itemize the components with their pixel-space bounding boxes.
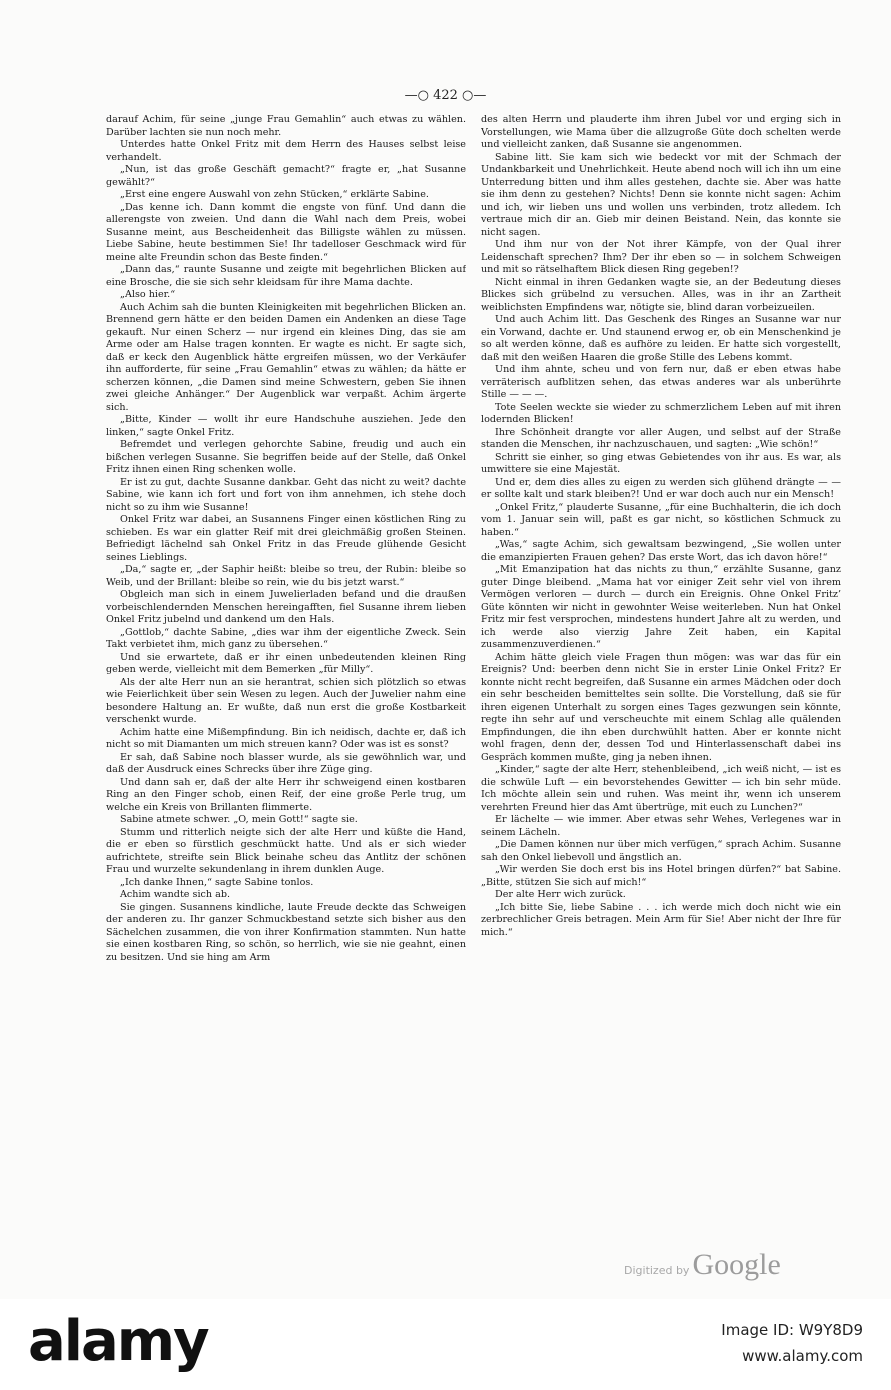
paragraph: Er lächelte — wie immer. Aber etwas sehr Wehes, Verlegenes war in seinem Lächeln. — [481, 814, 841, 838]
google-logo: Google — [692, 1248, 781, 1281]
paragraph: „Also hier.“ — [120, 289, 176, 300]
paragraph: darauf Achim, für seine „junge Frau Gemahlin“ auch etwas zu wählen. Darüber lachten sie nun noch mehr. — [106, 114, 466, 138]
paragraph: Achim hätte gleich viele Fragen thun mögen: was war das für ein Ereignis? Und: beerben denn nicht Sie in erster Linie Onkel Fritz? Er konnte nicht recht begreifen, daß Susanne ein armes Mädchen oder doch ein sehr bescheiden bemitteltes sein sollte. Die Vorstellung, daß sie für ihren eigenen Unterhalt zu sorgen eines Tages gezwungen sein könnte, regte ihn sehr auf und verscheuchte mit einem Schlag alle quälenden Empfindungen, die ihn eben durchwühlt hatten. Aber er konnte nicht wohl fragen, denn der, dessen Tod und Hinterlassenschaft dabei ins Gespräch kommen mußte, ging ja neben ihnen. — [481, 651, 841, 763]
paragraph: „Das kenne ich. Dann kommt die engste von fünf. Und dann die allerengste von zweien. Und dann die Wahl nach dem Preis, wobei Susanne meint, aus Bescheidenheit das Billigste wählen zu müssen. Liebe Sabine, heute bestimmen Sie! Ihr tadelloser Geschmack wird für meine alte Freundin schon das Beste finden.“ — [106, 201, 466, 263]
stock-url: www.alamy.com — [742, 1347, 863, 1365]
paragraph: Als der alte Herr nun an sie herantrat, schien sich plötzlich so etwas wie Feierlichkeit über sein Wesen zu legen. Auch der Juwelier nahm eine besondere Haltung an. Er wußte, daß nun erst die große Kostbarkeit verschenkt wurde. — [106, 676, 466, 725]
paragraph: Und dann sah er, daß der alte Herr ihr schweigend einen kostbaren Ring an den Finger schob, einen Reif, der eine große Perle trug, um welche ein Kreis von Brillanten flimmerte. — [106, 776, 466, 813]
paragraph: „Bitte, Kinder — wollt ihr eure Handschuhe ausziehen. Jede den linken,“ sagte Onkel Fritz. — [106, 414, 466, 438]
paragraph: „Dann das,“ raunte Susanne und zeigte mit begehrlichen Blicken auf eine Brosche, die sie sich sehr kleidsam für ihre Mama dachte. — [106, 264, 466, 288]
paragraph: Schritt sie einher, so ging etwas Gebietendes von ihr aus. Es war, als umwittere sie eine Majestät. — [481, 451, 841, 475]
paragraph: „Nun, ist das große Geschäft gemacht?“ fragte er, „hat Susanne gewählt?“ — [106, 164, 466, 188]
paragraph: Achim hatte eine Mißempfindung. Bin ich neidisch, dachte er, daß ich nicht so mit Diamanten um mich streuen kann? Oder was ist es sonst? — [106, 726, 466, 750]
digitized-by-google-watermark — [624, 1248, 781, 1282]
stock-info — [721, 1317, 863, 1369]
paragraph: Stumm und ritterlich neigte sich der alte Herr und küßte die Hand, die er eben so fürstlich geschmückt hatte. Und als er sich wieder aufrichtete, streifte sein Blick beinahe scheu das Antlitz der schönen Frau und wurzelte sekundenlang in ihrem dunklen Auge. — [106, 826, 466, 875]
text-column-right — [481, 114, 841, 1194]
paragraph: Und ihm ahnte, scheu und von fern nur, daß er eben etwas habe verräterisch aufblitzen sehen, das etwas anderes war als unberührte Stille — — —. — [481, 364, 841, 400]
text-column-left — [106, 114, 466, 1194]
paragraph: Nicht einmal in ihren Gedanken wagte sie, an der Bedeutung dieses Blickes sich grübelnd zu versuchen. Alles, was in ihr an Zartheit weiblichsten Empfindens war, nötigte sie, blind daran vorbeizueilen. — [481, 276, 841, 313]
image-id: Image ID: W9Y8D9 — [721, 1321, 863, 1339]
paragraph: „Mit Emanzipation hat das nichts zu thun,“ erzählte Susanne, ganz guter Dinge bleibend. „Mama hat vor einiger Zeit sehr viel von ihrem Vermögen verloren — durch — durch ein Ereignis. Ohne Onkel Fritz’ Güte könnten wir nicht in gewohnter Weise weiterleben. Nun hat Onkel Fritz mir fest versprochen, mindestens hundert Jahre alt zu werden, und ich werde also vierzig Jahre Zeit haben, ein Kapital zusammenzuverdienen.“ — [481, 564, 841, 650]
paragraph: Obgleich man sich in einem Juwelierladen befand und die draußen vorbeischlendernden Menschen hereingafften, fiel Susanne ihrem lieben Onkel Fritz jubelnd und dankend um den Hals. — [106, 589, 466, 625]
paragraph: „Was,“ sagte Achim, sich gewaltsam bezwingend, „Sie wollen unter die emanzipierten Frauen gehen? Das erste Wort, das ich davon höre!“ — [481, 539, 841, 563]
paragraph: Tote Seelen weckte sie wieder zu schmerzlichem Leben auf mit ihren lodernden Blicken! — [481, 401, 841, 425]
paragraph: „Erst eine engere Auswahl von zehn Stücken,“ erklärte Sabine. — [120, 189, 429, 200]
paragraph: Sabine atmete schwer. „O, mein Gott!“ sagte sie. — [120, 814, 358, 825]
paragraph: Und er, dem dies alles zu eigen zu werden sich glühend drängte — — er sollte kalt und stark bleiben?! Und er war doch auch nur ein Mensch! — [481, 476, 841, 500]
watermark-prefix: Digitized by — [624, 1264, 690, 1277]
paragraph: Ihre Schönheit drangte vor aller Augen, und selbst auf der Straße standen die Menschen, ihr nachzuschauen, und sagten: „Wie schön!“ — [481, 426, 841, 450]
paragraph: „Da,“ sagte er, „der Saphir heißt: bleibe so treu, der Rubin: bleibe so Weib, und der Brillant: bleibe so rein, wie du bis jetzt warst.“ — [106, 564, 466, 588]
paragraph: Und ihm nur von der Not ihrer Kämpfe, von der Qual ihrer Leidenschaft sprechen? Ihm? Der ihr eben so — in solchem Schweigen und mit so rätselhaftem Blick diesen Ring gegeben!? — [481, 239, 841, 275]
page-number: —○ 422 ○— — [404, 88, 487, 103]
paragraph: Achim wandte sich ab. — [120, 889, 231, 900]
paragraph: des alten Herrn und plauderte ihm ihren Jubel vor und erging sich in Vorstellungen, wie Mama über die allzugroße Güte doch schelten werde und vielleicht zanken, daß Susanne sie angenommen. — [481, 114, 841, 150]
paragraph: „Onkel Fritz,“ plauderte Susanne, „für eine Buchhalterin, die ich doch vom 1. Januar sein will, paßt es gar nicht, so köstlichen Schmuck zu haben.“ — [481, 501, 841, 538]
paragraph: Und auch Achim litt. Das Geschenk des Ringes an Susanne war nur ein Vorwand, dachte er. Und staunend erwog er, ob ein Menschenkind je so alt werden könne, daß es aufhöre zu leiden. Er hatte sich vorgestellt, daß mit den weißen Haaren die große Stille des Lebens kommt. — [481, 314, 841, 363]
paragraph: „Ich bitte Sie, liebe Sabine . . . ich werde mich doch nicht wie ein zerbrechlicher Greis betragen. Mein Arm für Sie! Aber nicht der Ihre für mich.“ — [481, 901, 841, 938]
paragraph: Er ist zu gut, dachte Susanne dankbar. Geht das nicht zu weit? dachte Sabine, wie kann ich fort und fort von ihm annehmen, ich stehe doch nicht so zu ihm wie Susanne! — [106, 476, 466, 513]
paragraph: „Wir werden Sie doch erst bis ins Hotel bringen dürfen?“ bat Sabine. „Bitte, stützen Sie sich auf mich!“ — [481, 864, 841, 888]
paragraph: Und sie erwartete, daß er ihr einen unbedeutenden kleinen Ring geben werde, vielleicht mit dem Bemerken „für Milly“. — [106, 651, 466, 675]
paragraph: Der alte Herr wich zurück. — [495, 889, 626, 900]
stock-photo-banner — [0, 1299, 891, 1390]
paragraph: Sie gingen. Susannens kindliche, laute Freude deckte das Schweigen der anderen zu. Ihr ganzer Schmuckbestand setzte sich bisher aus den Sächelchen zusammen, die von ihrer Konfirmation stammten. Nun hatte sie einen kostbaren Ring, so schön, so herrlich, wie sie nie geahnt, einen zu besitzen. Und sie hing am Arm — [106, 901, 466, 963]
paragraph: Er sah, daß Sabine noch blasser wurde, als sie gewöhnlich war, und daß der Ausdruck eines Schrecks über ihre Züge ging. — [106, 751, 466, 775]
paragraph: Unterdes hatte Onkel Fritz mit dem Herrn des Hauses selbst leise verhandelt. — [106, 139, 466, 163]
paragraph: Befremdet und verlegen gehorchte Sabine, freudig und auch ein bißchen verlegen Susanne. Sie begriffen beide auf der Stelle, daß Onkel Fritz ihnen einen Ring schenken wolle. — [106, 439, 466, 475]
paragraph: „Die Damen können nur über mich verfügen,“ sprach Achim. Susanne sah den Onkel liebevoll und ängstlich an. — [481, 839, 841, 863]
paragraph: „Kinder,“ sagte der alte Herr, stehenbleibend, „ich weiß nicht, — ist es die schwüle Luft — ein bevorstehendes Gewitter — ich bin sehr müde. Ich möchte allein sein und ruhen. Was meint ihr, wenn ich unserem verehrten Freund hier das Amt übertrüge, mit euch zu Lunchen?“ — [481, 764, 841, 813]
paragraph: Onkel Fritz war dabei, an Susannens Finger einen köstlichen Ring zu schieben. Es war ein glatter Reif mit drei gleichmäßig großen Steinen. Befriedigt lächelnd sah Onkel Fritz in das Freude glühende Gesicht seines Lieblings. — [106, 514, 466, 563]
paragraph: „Gottlob,“ dachte Sabine, „dies war ihm der eigentliche Zweck. Sein Takt verbietet ihm, mich ganz zu übersehen.“ — [106, 626, 466, 650]
paragraph: „Ich danke Ihnen,“ sagte Sabine tonlos. — [120, 876, 314, 888]
paragraph: Auch Achim sah die bunten Kleinigkeiten mit begehrlichen Blicken an. Brennend gern hätte er den beiden Damen ein Andenken an diese Tage gekauft. Nur einen Scherz — nur irgend ein kleines Ding, das sie am Arme oder am Halse tragen konnten. Er wagte es nicht. Er sagte sich, daß er keck den Augenblick hätte ergreifen müssen, wo der Verkäufer ihn aufforderte, für seine „Frau Gemahlin“ etwas zu wählen; da hätte er scherzen können, „die Damen sind meine Schwestern, geben Sie ihnen zwei gleiche Anhänger.“ Der Augenblick war verpaßt. Achim ärgerte sich. — [106, 301, 466, 413]
alamy-logo: alamy — [28, 1309, 208, 1374]
paragraph: Sabine litt. Sie kam sich wie bedeckt vor mit der Schmach der Undankbarkeit und Unehrlichkeit. Heute abend noch will ich ihn um eine Unterredung bitten und ihm alles gestehen, dachte sie. Aber was hatte sie ihm denn zu gestehen? Nichts! Denn sie konnte nicht sagen: Achim und ich, wir lieben uns und wollen uns verbinden, trotz alledem. Ich vertraue mich dir an. Gieb mir deinen Beistand. Nein, das konnte sie nicht sagen. — [481, 151, 841, 238]
